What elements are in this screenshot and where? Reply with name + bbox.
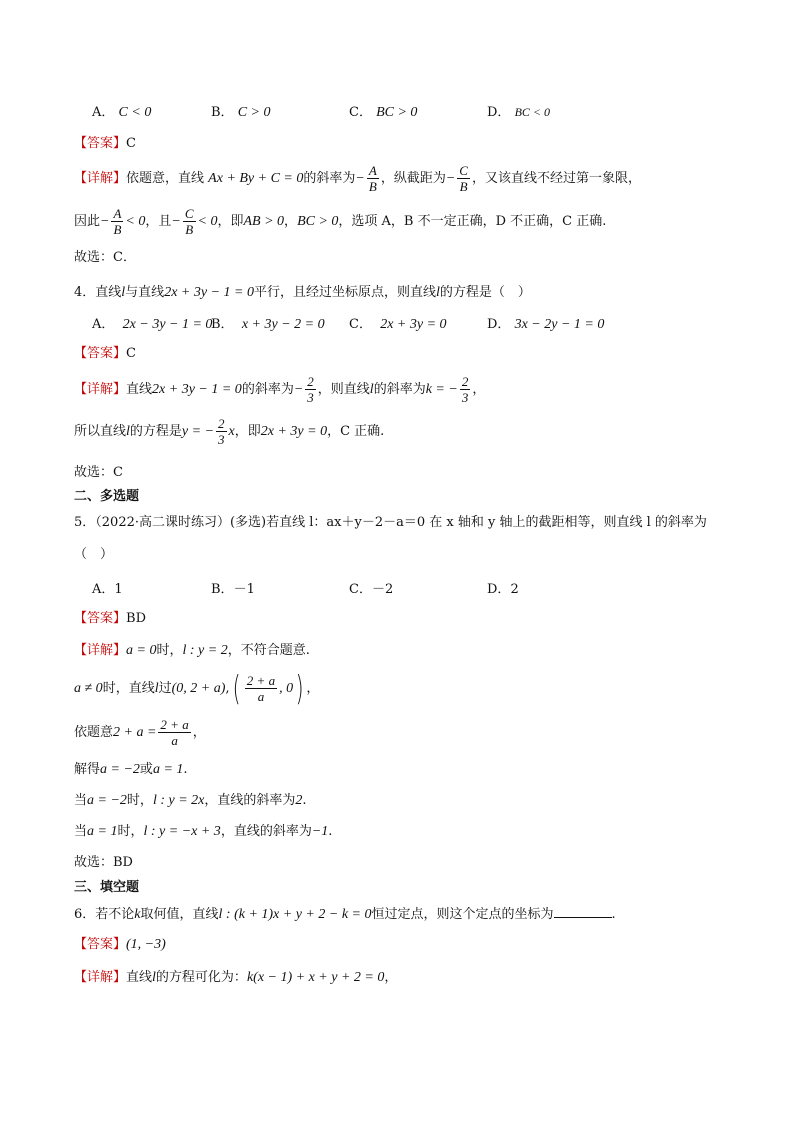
q4-option-d: D． 3x − 2y − 1 = 0 (487, 317, 605, 332)
fraction: $\frac{2 + a}{a}$ (160, 717, 189, 748)
q5-option-b: B．－1 (211, 582, 255, 597)
q3-detail-line1: 【详解】依题意，直线 Ax + By + C = 0的斜率为− $\frac{A}{B}$ ，纵截距为− $\frac{C}{B}$ ，又该直线不经过第一象限， (74, 163, 641, 194)
q3-option-a: A． C < 0 (92, 105, 152, 120)
q5-detail-line6: 当a = 1时，l : y = −x + 3，直线的斜率为−1. (74, 824, 333, 839)
fraction: $\frac{2 + a}{a}$ (246, 673, 276, 704)
q5-detail-line2: a ≠ 0时，直线l过(0, 2 + a),( $\frac{2 + a}{a}$ , 0) ， (74, 668, 320, 709)
q5-choose: 故选：BD (74, 855, 133, 870)
left-paren: ( (232, 668, 241, 709)
q5-detail-line5: 当a = −2时，l : y = 2x，直线的斜率为2. (74, 793, 307, 808)
q3-option-d: D． BC < 0 (487, 105, 551, 120)
fraction: $\frac{A}{B}$ (113, 206, 122, 237)
fraction: $\frac{2}{3}$ (218, 416, 225, 447)
q5-detail-line1: 【详解】a = 0时，l : y = 2，不符合题意. (74, 643, 310, 658)
q3-choose: 故选：C． (74, 250, 136, 265)
q5-stem-line2: （ ） (74, 547, 114, 562)
q5-option-c: C．－2 (349, 582, 394, 597)
q3-option-b: B． C > 0 (211, 105, 271, 120)
q3-detail-line2: 因此− $\frac{A}{B}$ < 0，且− $\frac{C}{B}$ < 0，即AB > 0，BC > 0，选项 A，B 不一定正确，D 不正确，C 正确. (74, 206, 607, 237)
q5-detail-line4: 解得a = −2或a = 1. (74, 762, 188, 777)
q4-detail-line1: 【详解】直线2x + 3y − 1 = 0的斜率为− $\frac{2}{3}$ ，则直线l的斜率为k = − $\frac{2}{3}$ ， (74, 374, 486, 405)
q4-option-c: C． 2x + 3y = 0 (349, 317, 447, 332)
fraction: $\frac{C}{B}$ (459, 163, 468, 194)
section-heading-fill: 三、填空题 (74, 880, 140, 895)
q3-answer: 【答案】C (74, 136, 136, 151)
q6-stem: 6．若不论k取何值，直线l : (k + 1)x + y + 2 − k = 0恒过定点，则这个定点的坐标为 . (74, 907, 616, 922)
q4-stem: 4．直线l与直线2x + 3y − 1 = 0平行，且经过坐标原点，则直线l的方程是（ ） (74, 285, 531, 300)
fraction: $\frac{2}{3}$ (307, 374, 314, 405)
section-heading-multi: 二、多选题 (74, 489, 140, 504)
q6-answer: 【答案】(1, −3) (74, 937, 166, 952)
q4-choose: 故选：C (74, 465, 123, 480)
q4-option-b: B． x + 3y − 2 = 0 (211, 317, 325, 332)
q6-detail-line1: 【详解】直线l的方程可化为：k(x − 1) + x + y + 2 = 0， (74, 970, 398, 985)
q4-option-a: A． 2x − 3y − 1 = 0 (92, 317, 213, 332)
answer-blank (554, 905, 612, 918)
q5-detail-line3: 依题意2 + a = $\frac{2 + a}{a}$ ， (74, 717, 206, 748)
q5-option-a: A．1 (92, 582, 123, 597)
q3-option-c: C． BC > 0 (349, 105, 418, 120)
fraction: $\frac{C}{B}$ (184, 206, 194, 237)
q5-stem-line1: 5．（2022·高二课时练习）(多选)若直线 l：ax＋y－2－a＝0 在 x 轴和 y 轴上的截距相等，则直线 l 的斜率为 (74, 515, 707, 530)
q4-answer: 【答案】C (74, 346, 136, 361)
q4-detail-line2: 所以直线l的方程是y = − $\frac{2}{3}$ x，即2x + 3y = 0，C 正确. (74, 416, 385, 447)
fraction: $\frac{2}{3}$ (461, 374, 469, 405)
fraction: $\frac{A}{B}$ (368, 163, 377, 194)
right-paren: ) (295, 668, 304, 709)
q5-answer: 【答案】BD (74, 611, 146, 626)
q5-option-d: D．2 (487, 582, 519, 597)
